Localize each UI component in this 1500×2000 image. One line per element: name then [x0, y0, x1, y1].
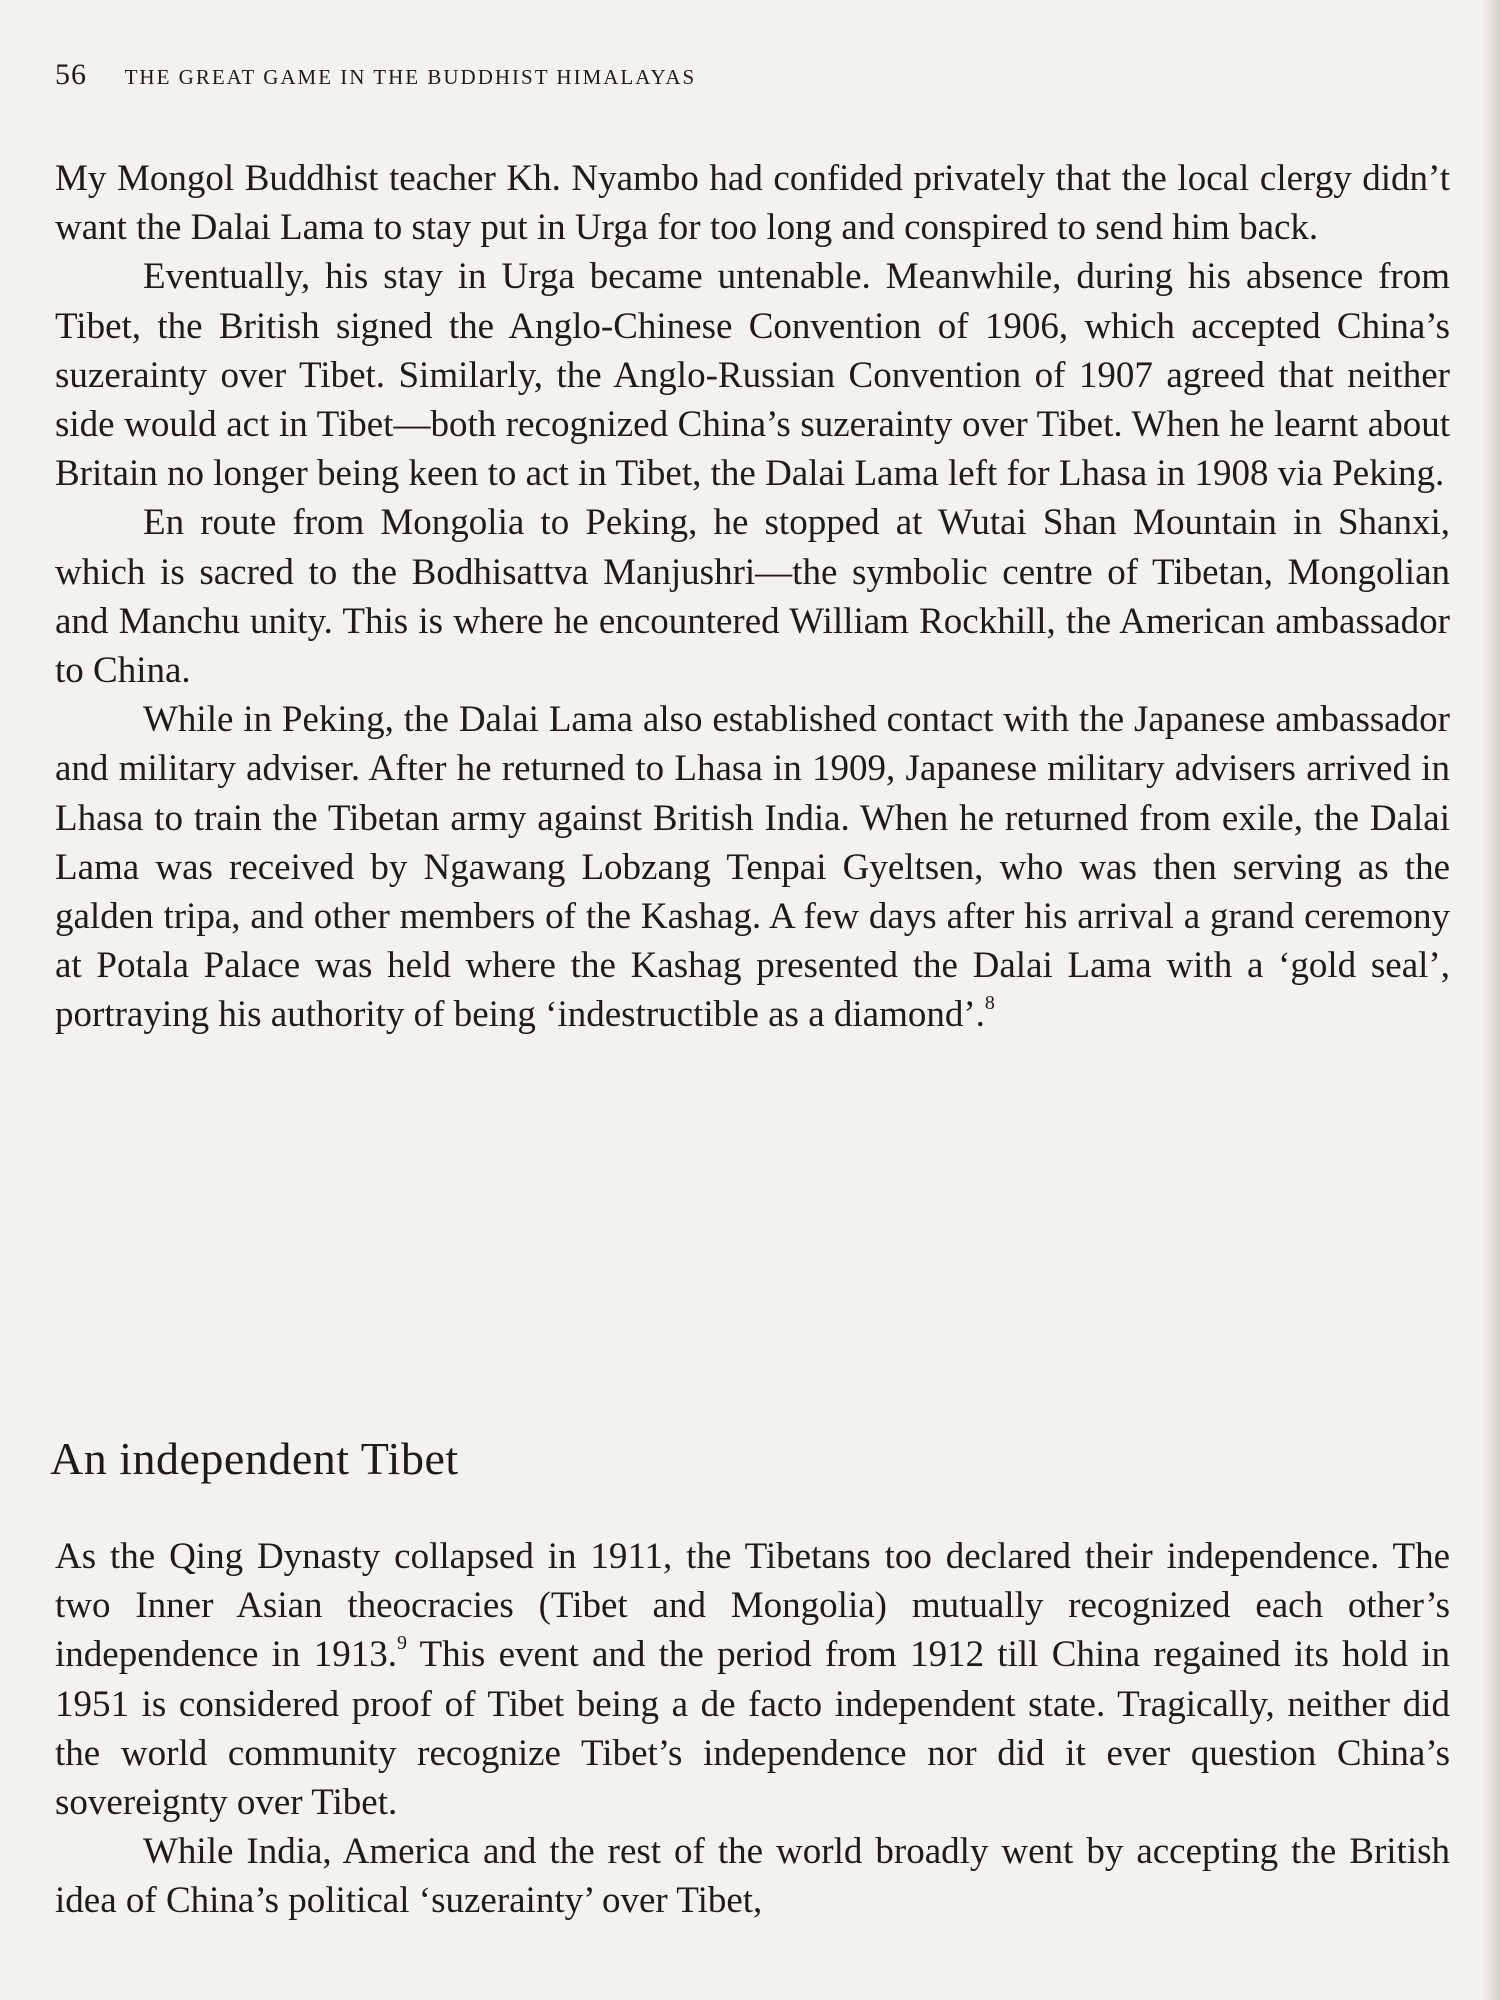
footnote-ref-9[interactable]: 9	[396, 1632, 407, 1655]
paragraph-4: While in Peking, the Dalai Lama also established contact with the Japanese ambassador and military adviser. After he returned to Lhasa in 1909, Japanese military advisers arrived in Lhasa to train the Tibetan army against British India. When he returned from exile, the Dalai Lama was received by Ngawang Lobzang Tenpai Gyeltsen, who was then serving as the galden tripa, and other members of the Kashag. A few days after his arrival a grand ceremony at Potala Palace was held where the Kashag presented the Dalai Lama with a ‘gold seal’, portraying his authority of being ‘indestructible as a diamond’.$^8$	[55, 699, 1450, 1036]
page-edge-shadow	[1482, 0, 1500, 2000]
section-2-body	[55, 1532, 1450, 1926]
paragraph-1: My Mongol Buddhist teacher Kh. Nyambo had confided privately that the local clergy didn’t want the Dalai Lama to stay put in Urga for too long and conspired to send him back.	[55, 158, 1450, 249]
footnote-ref-8[interactable]: 8	[984, 992, 995, 1015]
section-1-body	[55, 154, 1450, 1040]
paragraph-6: While India, America and the rest of the world broadly went by accepting the British idea of China’s political ‘suzerainty’ over Tibet,	[55, 1831, 1450, 1922]
paragraph-5: As the Qing Dynasty collapsed in 1911, the Tibetans too declared their independence. The two Inner Asian theocracies (Tibet and Mongolia) mutually recognized each other’s independence in 1913.$^9$ This event and the period from 1912 till China regained its hold in 1951 is considered proof of Tibet being a de facto independent state. Tragically, neither did the world community recognize Tibet’s independence nor did it ever question China’s sovereignty over Tibet.	[55, 1536, 1451, 1824]
paragraph-2: Eventually, his stay in Urga became untenable. Meanwhile, during his absence from Tibet, the British signed the Anglo-Chinese Convention of 1906, which accepted China’s suzerainty over Tibet. Similarly, the Anglo-Russian Convention of 1907 agreed that neither side would act in Tibet—both recognized China’s suzerainty over Tibet. When he learnt about Britain no longer being keen to act in Tibet, the Dalai Lama left for Lhasa in 1908 via Peking.	[55, 256, 1450, 495]
running-title: THE GREAT GAME IN THE BUDDHIST HIMALAYAS	[124, 65, 697, 89]
paragraph-3: En route from Mongolia to Peking, he stopped at Wutai Shan Mountain in Shanxi, which is sacred to the Bodhisattva Manjushri—the symbolic centre of Tibetan, Mongolian and Manchu unity. This is where he encountered William Rockhill, the American ambassador to China.	[55, 502, 1450, 692]
section-heading: An independent Tibet	[50, 1433, 459, 1484]
running-header	[55, 58, 696, 92]
page-number: 56	[55, 58, 87, 91]
